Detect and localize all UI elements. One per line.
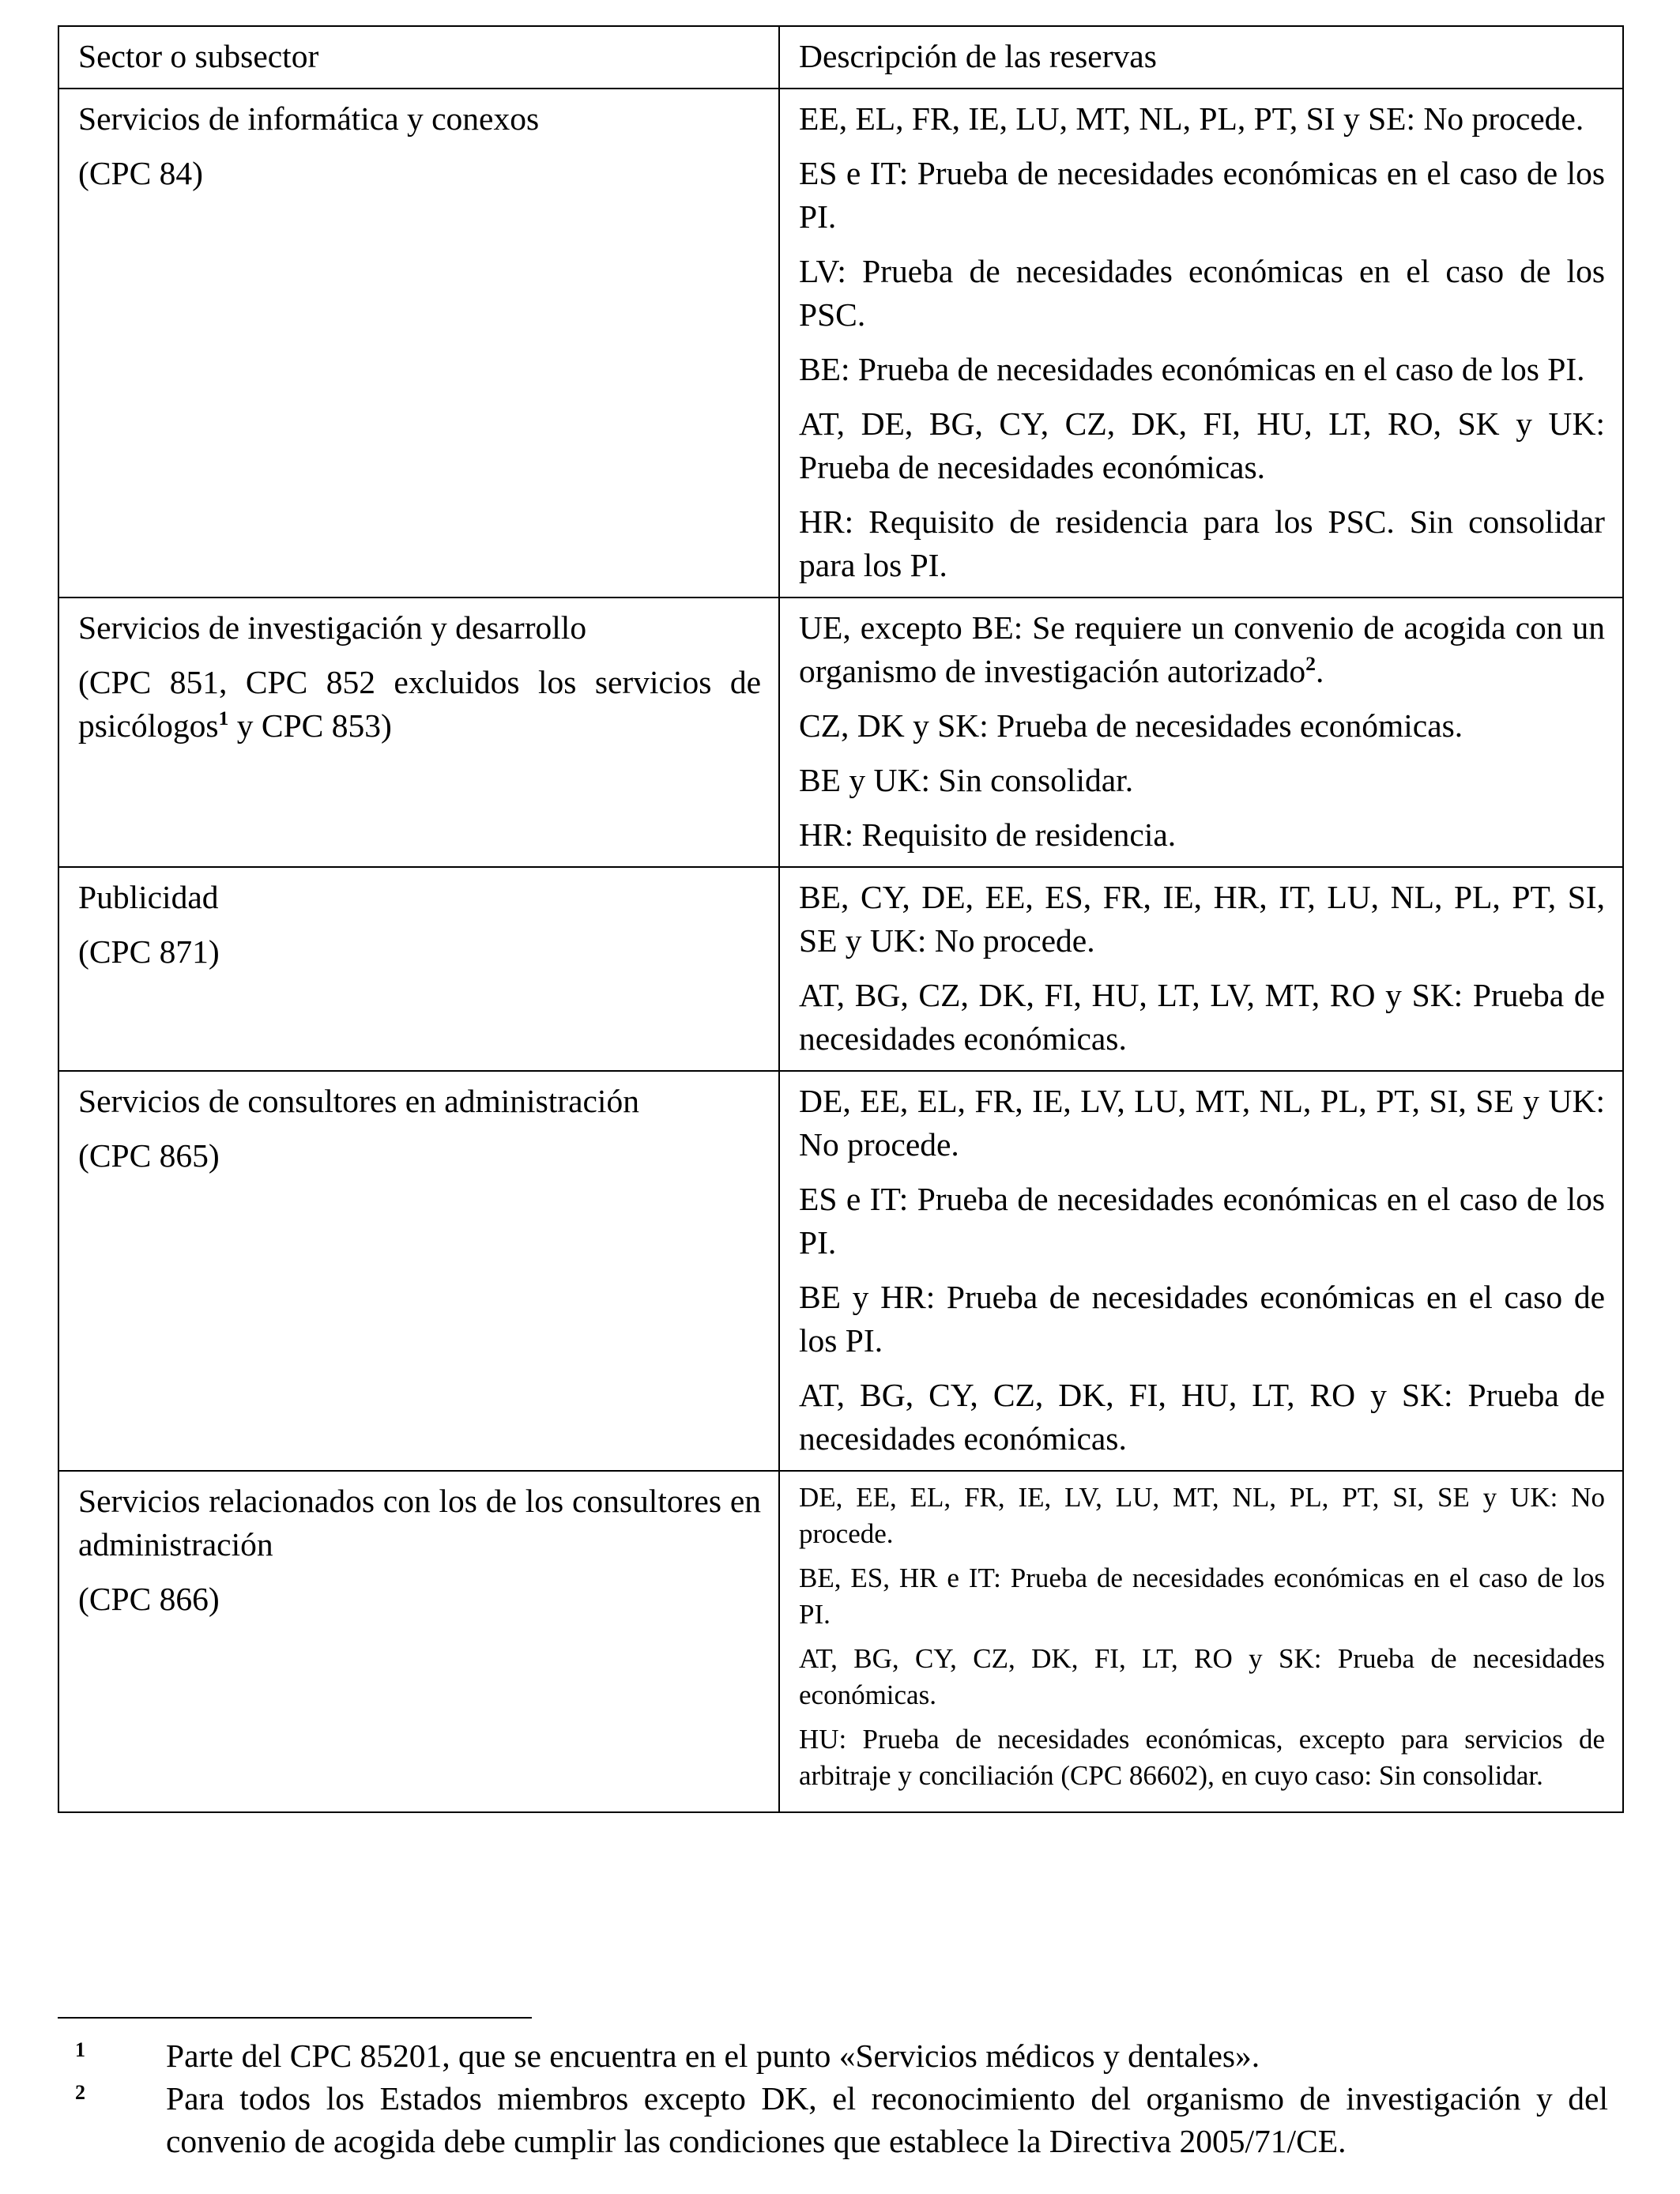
reservation-text: AT, DE, BG, CY, CZ, DK, FI, HU, LT, RO, SK y UK: Prueba de necesidades económicas. bbox=[799, 405, 1605, 485]
sector-code-text: (CPC 851, CPC 852 excluidos los servicios de psicólogos bbox=[78, 664, 761, 744]
footnote-ref-2[interactable]: 2 bbox=[1305, 652, 1317, 676]
description-cell bbox=[779, 1471, 1623, 1812]
reservation-text: AT, BG, CY, CZ, DK, FI, LT, RO y SK: Prueba de necesidades económicas. bbox=[799, 1643, 1605, 1710]
footnote-separator bbox=[58, 2017, 532, 2019]
sector-cell bbox=[58, 867, 779, 1071]
reservation-text: BE: Prueba de necesidades económicas en el caso de los PI. bbox=[799, 351, 1585, 387]
header-description: Descripción de las reservas bbox=[779, 26, 1623, 89]
sector-name: Publicidad bbox=[78, 879, 219, 915]
sector-name: Servicios de informática y conexos bbox=[78, 100, 540, 137]
table-row bbox=[58, 867, 1623, 1071]
reservation-text: LV: Prueba de necesidades económicas en el caso de los PSC. bbox=[799, 253, 1605, 333]
table-row bbox=[58, 89, 1623, 598]
reservation-text: BE y UK: Sin consolidar. bbox=[799, 762, 1134, 798]
reservation-text: AT, BG, CZ, DK, FI, HU, LT, LV, MT, RO y SK: Prueba de necesidades económicas. bbox=[799, 977, 1605, 1057]
sector-cell bbox=[58, 1071, 779, 1471]
sector-code: (CPC 866) bbox=[78, 1581, 220, 1617]
sector-code: (CPC 871) bbox=[78, 933, 220, 970]
sector-cell bbox=[58, 1471, 779, 1812]
sector-name: Servicios de investigación y desarrollo bbox=[78, 609, 587, 646]
sector-cell bbox=[58, 598, 779, 867]
reservation-text: BE, CY, DE, EE, ES, FR, IE, HR, IT, LU, NL, PL, PT, SI, SE y UK: No procede. bbox=[799, 879, 1605, 959]
sector-code: (CPC 865) bbox=[78, 1137, 220, 1174]
reservation-text: ES e IT: Prueba de necesidades económicas en el caso de los PI. bbox=[799, 155, 1605, 235]
reservation-text: CZ, DK y SK: Prueba de necesidades económicas. bbox=[799, 707, 1463, 744]
table-row bbox=[58, 1471, 1623, 1812]
footnote-text: Parte del CPC 85201, que se encuentra en el punto «Servicios médicos y dentales». bbox=[166, 2038, 1260, 2074]
footnote-mark: 2 bbox=[75, 2081, 85, 2104]
table-row bbox=[58, 1071, 1623, 1471]
reservation-text-end: . bbox=[1316, 653, 1324, 689]
footnotes bbox=[58, 2017, 1608, 2162]
reservation-text: DE, EE, EL, FR, IE, LV, LU, MT, NL, PL, PT, SI, SE y UK: No procede. bbox=[799, 1083, 1605, 1163]
table-row bbox=[58, 598, 1623, 867]
sector-cell bbox=[58, 89, 779, 598]
footnote-ref-1[interactable]: 1 bbox=[218, 707, 229, 730]
description-cell bbox=[779, 89, 1623, 598]
description-cell bbox=[779, 598, 1623, 867]
reservation-text: EE, EL, FR, IE, LU, MT, NL, PL, PT, SI y SE: No procede. bbox=[799, 100, 1584, 137]
description-cell bbox=[779, 1071, 1623, 1471]
reservations-table-container bbox=[58, 25, 1622, 1813]
reservation-text: ES e IT: Prueba de necesidades económicas en el caso de los PI. bbox=[799, 1181, 1605, 1261]
reservation-text: HU: Prueba de necesidades económicas, excepto para servicios de arbitraje y conciliación (CPC 86602), en cuyo caso: Sin consolidar. bbox=[799, 1724, 1605, 1791]
reservation-text: BE, ES, HR e IT: Prueba de necesidades económicas en el caso de los PI. bbox=[799, 1563, 1605, 1630]
reservation-text: AT, BG, CY, CZ, DK, FI, HU, LT, RO y SK: Prueba de necesidades económicas. bbox=[799, 1377, 1605, 1457]
header-sector: Sector o subsector bbox=[58, 26, 779, 89]
reservation-text: HR: Requisito de residencia para los PSC. Sin consolidar para los PI. bbox=[799, 503, 1605, 583]
footnote bbox=[58, 2034, 1608, 2077]
reservations-table bbox=[58, 25, 1624, 1813]
sector-code: (CPC 84) bbox=[78, 155, 203, 191]
sector-code bbox=[78, 661, 761, 748]
reservation-text bbox=[799, 606, 1605, 693]
footnote bbox=[58, 2077, 1608, 2162]
sector-name: Servicios de consultores en administración bbox=[78, 1083, 639, 1119]
reservation-text: HR: Requisito de residencia. bbox=[799, 816, 1177, 853]
reservation-text: BE y HR: Prueba de necesidades económicas en el caso de los PI. bbox=[799, 1279, 1605, 1359]
table-header-row bbox=[58, 26, 1623, 89]
description-cell bbox=[779, 867, 1623, 1071]
footnote-text: Para todos los Estados miembros excepto DK, el reconocimiento del organismo de investigación y del convenio de acogida debe cumplir las condiciones que establece la Directiva 2005/71/CE. bbox=[166, 2080, 1608, 2159]
reservation-text: DE, EE, EL, FR, IE, LV, LU, MT, NL, PL, PT, SI, SE y UK: No procede. bbox=[799, 1482, 1605, 1549]
reservation-text-start: UE, excepto BE: Se requiere un convenio de acogida con un organismo de investigación autorizado bbox=[799, 609, 1605, 689]
footnote-mark: 1 bbox=[75, 2038, 85, 2061]
sector-code-text-end: y CPC 853) bbox=[228, 707, 392, 744]
sector-name: Servicios relacionados con los de los consultores en administración bbox=[78, 1483, 761, 1563]
